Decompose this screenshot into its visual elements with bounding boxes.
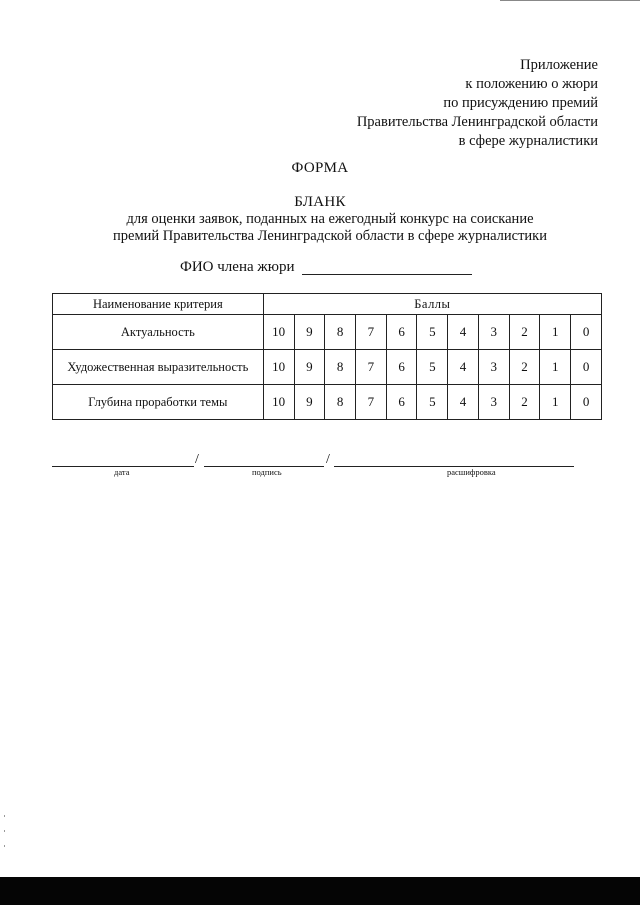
sign-label: подпись [252,467,282,477]
appendix-line: Правительства Ленинградской области [356,114,598,130]
score-cell[interactable]: 0 [571,315,602,350]
table-row [53,385,602,420]
criterion-name: Глубина проработки темы [53,385,264,420]
signature-row [52,452,582,482]
appendix-line: в сфере журналистики [458,133,598,149]
score-cell[interactable]: 9 [294,315,325,350]
score-cell[interactable]: 3 [478,385,509,420]
score-cell[interactable]: 4 [448,350,479,385]
scan-edge-line [500,0,640,1]
score-cell[interactable]: 10 [263,315,294,350]
criterion-name: Актуальность [53,315,264,350]
score-cell[interactable]: 1 [540,315,571,350]
header-criterion-name: Наименование критерия [53,294,264,315]
blank-subtitle [0,211,640,245]
score-cell[interactable]: 10 [263,385,294,420]
score-cell[interactable]: 1 [540,385,571,420]
score-cell[interactable]: 8 [325,385,356,420]
appendix-line: Приложение [520,57,598,73]
scan-bottom-border [0,877,640,905]
signature-separator: / [326,452,330,467]
score-cell[interactable]: 4 [448,315,479,350]
score-cell[interactable]: 6 [386,385,417,420]
score-cell[interactable]: 8 [325,350,356,385]
score-cell[interactable]: 9 [294,385,325,420]
decode-label: расшифровка [447,467,496,477]
signature-separator: / [195,452,199,467]
scan-speck [4,830,5,832]
appendix-line: по присуждению премий [443,95,598,111]
score-cell[interactable]: 6 [386,350,417,385]
score-cell[interactable]: 2 [509,315,540,350]
score-cell[interactable]: 0 [571,385,602,420]
criteria-table [52,293,602,420]
scan-speck [4,845,5,847]
score-cell[interactable]: 7 [355,315,386,350]
appendix-line: к положению о жюри [465,76,598,92]
score-cell[interactable]: 1 [540,350,571,385]
jury-member-field-line[interactable] [302,274,472,275]
score-cell[interactable]: 2 [509,350,540,385]
score-cell[interactable]: 5 [417,315,448,350]
score-cell[interactable]: 0 [571,350,602,385]
score-cell[interactable]: 5 [417,385,448,420]
blank-title: БЛАНК [294,194,346,210]
score-cell[interactable]: 9 [294,350,325,385]
table-row [53,350,602,385]
score-cell[interactable]: 8 [325,315,356,350]
score-cell[interactable]: 4 [448,385,479,420]
table-row [53,315,602,350]
score-cell[interactable]: 7 [355,350,386,385]
form-title: ФОРМА [291,160,349,176]
date-label: дата [114,467,130,477]
score-cell[interactable]: 2 [509,385,540,420]
score-cell[interactable]: 3 [478,350,509,385]
score-cell[interactable]: 5 [417,350,448,385]
jury-member-label: ФИО члена жюри [180,259,295,275]
blank-subtitle-line: премий Правительства Ленинградской области в сфере журналистики [113,228,547,244]
header-scores: Баллы [263,294,601,315]
score-cell[interactable]: 6 [386,315,417,350]
table-header-row [53,294,602,315]
score-cell[interactable]: 3 [478,315,509,350]
blank-subtitle-line: для оценки заявок, поданных на ежегодный конкурс на соискание [126,211,534,227]
appendix-block [357,56,598,151]
criterion-name: Художественная выразительность [53,350,264,385]
score-cell[interactable]: 7 [355,385,386,420]
scan-speck [4,815,5,817]
score-cell[interactable]: 10 [263,350,294,385]
